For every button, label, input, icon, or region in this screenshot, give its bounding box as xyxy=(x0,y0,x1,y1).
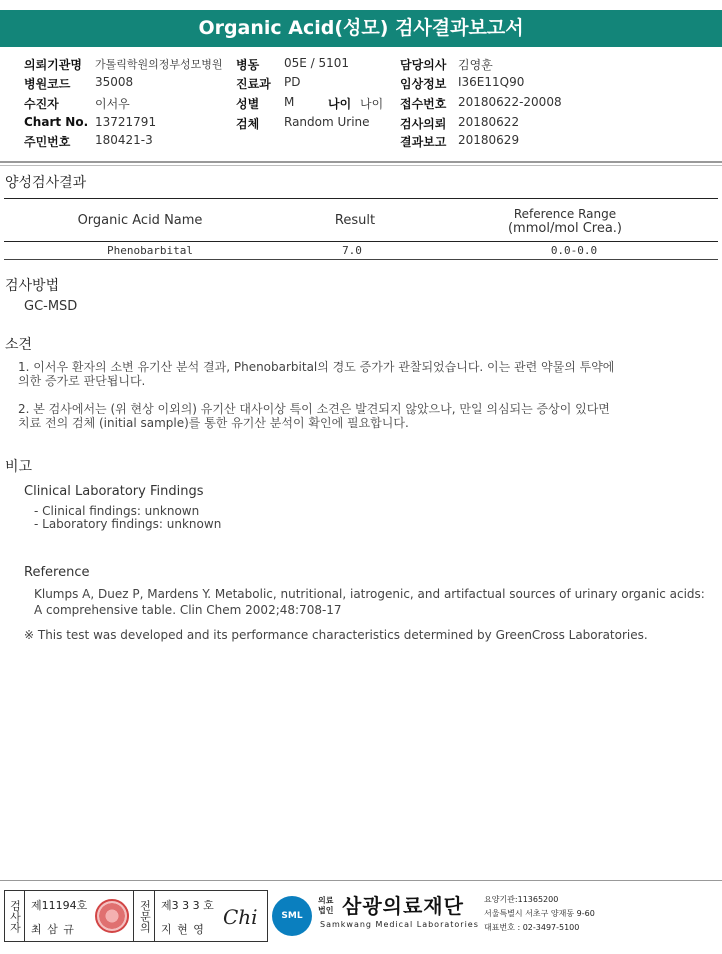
report-title: Organic Acid(성모) 검사결과보고서 xyxy=(0,10,722,47)
reference-line-1: Klumps A, Duez P, Mardens Y. Metabolic, nutritional, iatrogenic, and artifactual sources of urinary organic acids: xyxy=(34,587,705,601)
corp-label-1: 의료 xyxy=(318,896,334,905)
clinical-info-value: I36E11Q90 xyxy=(458,75,525,89)
finding-1-line-1: 1. 이서우 환자의 소변 유기산 분석 결과, Phenobarbital의 경도 증가가 관찰되었습니다. 이는 관련 약물의 투약에 xyxy=(18,360,615,374)
col-header-range-unit: (mmol/mol Crea.) xyxy=(507,221,622,236)
clinical-info-label: 임상정보 xyxy=(400,77,447,91)
request-date-label: 검사의뢰 xyxy=(400,117,447,131)
brand-english: Samkwang Medical Laboratories xyxy=(320,920,479,929)
sml-logo-icon: SML xyxy=(272,896,312,936)
col-header-name: Organic Acid Name xyxy=(77,213,203,228)
chart-no-label: Chart No. xyxy=(24,115,89,129)
brand-name: 삼광의료재단 xyxy=(342,894,464,918)
institution-value: 가톨릭학원의정부성모병원 xyxy=(95,58,223,71)
receipt-no-value: 20180622-20008 xyxy=(458,95,562,109)
department-value: PD xyxy=(284,75,301,89)
doctor-label: 담당의사 xyxy=(400,58,447,72)
examiner-license: 제11194호 xyxy=(31,899,88,912)
specialist-label: 전문의 xyxy=(135,891,155,941)
signature-box-divider xyxy=(133,891,134,941)
developer-note: ※ This test was developed and its performance characteristics determined by GreenCross Laboratories. xyxy=(24,628,648,642)
examiner-seal-stamp xyxy=(95,899,129,933)
finding-1-line-2: 의한 증가로 판단됩니다. xyxy=(18,374,146,388)
sex-label: 성별 xyxy=(236,97,260,111)
method-heading: 검사방법 xyxy=(5,278,60,294)
finding-2-line-2: 치료 전의 검체 (initial sample)를 통한 유기산 분석이 확인에 필요합니다. xyxy=(18,416,409,430)
footer-divider xyxy=(0,880,722,881)
ward-value: 05E / 5101 xyxy=(284,56,350,70)
request-date-value: 20180622 xyxy=(458,115,520,129)
result-name-cell: Phenobarbital xyxy=(106,244,194,257)
age-label: 나이 xyxy=(328,97,352,111)
resident-no-value: 180421-3 xyxy=(95,133,153,147)
specimen-label: 검체 xyxy=(236,117,260,131)
contact-phone: 대표번호 : 02-3497-5100 xyxy=(484,923,580,932)
doctor-value: 김영훈 xyxy=(458,58,493,72)
specialist-signature: Chi xyxy=(223,905,258,929)
remarks-heading: 비고 xyxy=(5,459,33,475)
patient-info-block xyxy=(0,53,722,153)
hospital-code-label: 병원코드 xyxy=(24,77,71,91)
resident-no-label: 주민번호 xyxy=(24,135,71,149)
signature-box xyxy=(4,890,268,942)
header-divider xyxy=(0,161,722,163)
examiner-label: 검사자 xyxy=(5,891,25,941)
ward-label: 병동 xyxy=(236,58,260,72)
department-label: 진료과 xyxy=(236,77,271,91)
contact-address: 서울특별시 서초구 양재동 9-60 xyxy=(484,909,595,918)
findings-heading: 소견 xyxy=(5,337,33,353)
institution-label: 의뢰기관명 xyxy=(24,58,82,72)
clinical-findings-item: - Clinical findings: unknown xyxy=(34,504,200,518)
specimen-value: Random Urine xyxy=(284,115,370,129)
patient-label: 수진자 xyxy=(24,97,59,111)
report-footer xyxy=(0,882,722,954)
patient-value: 이서우 xyxy=(95,97,130,111)
chart-no-value: 13721791 xyxy=(95,115,157,129)
reference-title: Reference xyxy=(24,565,90,580)
corp-label-2: 법인 xyxy=(318,906,334,915)
reference-line-2: A comprehensive table. Clin Chem 2002;48:708-17 xyxy=(34,603,342,617)
header-divider-thin xyxy=(0,165,722,166)
specialist-name: 지 현 영 xyxy=(161,923,205,936)
table-bottom-rule xyxy=(4,259,718,260)
col-header-range: Reference Range xyxy=(513,207,617,221)
report-date-value: 20180629 xyxy=(458,133,520,147)
age-value: 나이 xyxy=(360,97,384,111)
result-value-cell: 7.0 xyxy=(342,244,362,257)
finding-2-line-1: 2. 본 검사에서는 (위 현상 이외의) 유기산 대사이상 특이 소견은 발견되지 않았으나, 만일 의심되는 증상이 있다면 xyxy=(18,402,610,416)
sex-value: M xyxy=(284,95,295,109)
examiner-name: 최 삼 규 xyxy=(31,923,75,936)
method-value: GC-MSD xyxy=(24,299,78,314)
col-header-result: Result xyxy=(334,213,376,228)
contact-institution-code: 요양기관:11365200 xyxy=(484,895,559,904)
specialist-license: 제3 3 3 호 xyxy=(161,899,214,912)
positive-results-heading: 양성검사결과 xyxy=(5,175,87,191)
table-top-rule xyxy=(4,198,718,199)
laboratory-findings-item: - Laboratory findings: unknown xyxy=(34,517,222,531)
receipt-no-label: 접수번호 xyxy=(400,97,447,111)
report-date-label: 결과보고 xyxy=(400,135,447,149)
table-header-rule xyxy=(4,241,718,242)
hospital-code-value: 35008 xyxy=(95,75,134,89)
result-range-cell: 0.0-0.0 xyxy=(550,244,598,257)
clinical-findings-title: Clinical Laboratory Findings xyxy=(24,484,204,499)
